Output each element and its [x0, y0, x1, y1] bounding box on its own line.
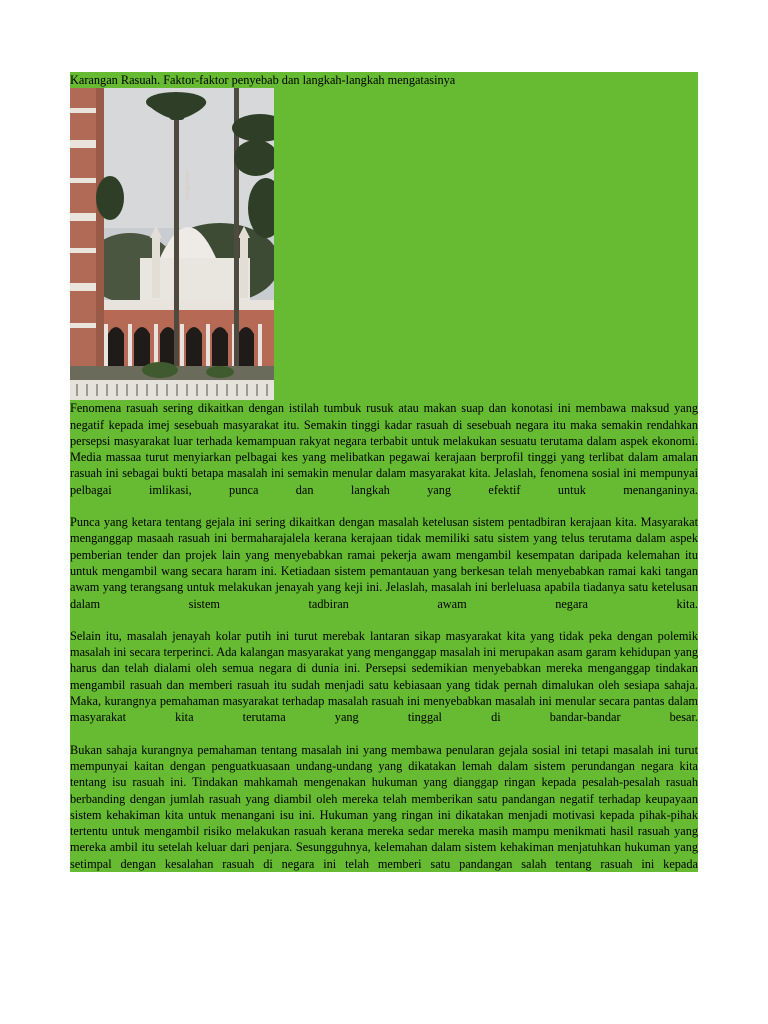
- mosque-photo: [70, 88, 274, 400]
- paragraph: Bukan sahaja kurangnya pemahaman tentang masalah ini yang membawa penularan gejala sosial ini tetapi masalah ini turut mempunyai kaitan dengan penguatkuasaan undang-undang yang dikatakan lemah dalam sistem perundangan negara kita tentang isu rasuah ini. Tindakan mahkamah mengenakan hukuman yang dianggap ringan kepada pesalah-pesalah rasuah berbanding dengan jumlah rasuah yang diambil oleh mereka telah memberikan satu pandangan negatif terhadap keupayaan sistem kehakiman kita untuk menangani isu ini. Hukuman yang ringan ini dikatakan menjadi motivasi kepada pihak-pihak tertentu untuk mengambil risiko melakukan rasuah kerana mereka sedar mereka masih mampu menikmati hasil rasuah yang mereka ambil itu setelah keluar dari penjara. Sesungguhnya, kelemahan dalam sistem kehakiman menjatuhkan hukuman yang setimpal dengan kesalahan rasuah di negara ini telah memberi satu pandangan salah tentang rasuah ini kepada: [70, 742, 698, 871]
- paragraph: Selain itu, masalah jenayah kolar putih ini turut merebak lantaran sikap masyarakat kita yang tidak peka dengan polemik masalah ini secara terperinci. Ada kalangan masyarakat yang menganggap masalah ini merupakan asam garam kehidupan yang harus dan telah dialami oleh semua negara di dunia ini. Persepsi sedemikian menyebabkan mereka menganggap tindakan mengambil rasuah dan memberi rasuah itu sudah menjadi satu kebiasaan yang tidak pernah dimalukan oleh sesiapa sahaja. Maka, kurangnya pemahaman masyarakat terhadap masalah rasuah ini menyebabkan masalah ini menular secara pantas dalam masyarakat kita terutama yang tinggal di bandar-bandar besar.: [70, 628, 698, 725]
- document-title: Karangan Rasuah. Faktor-faktor penyebab dan langkah-langkah mengatasinya: [70, 73, 456, 87]
- paragraph: Punca yang ketara tentang gejala ini sering dikaitkan dengan masalah ketelusan sistem pentadbiran kerajaan kita. Masyarakat menganggap masaah rasuah ini bermaharajalela kerana kerajaan tidak memiliki satu sistem yang telus terutama dalam aspek pemberian tender dan projek lain yang menyebabkan ramai pekerja awam mengambil kesempatan daripada kelemahan itu untuk mengambil wang secara haram ini. Ketiadaan sistem pemantauan yang berkesan telah menyebabkan ramai kaki tangan awam yang terangsang untuk melakukan jenayah yang keji ini. Jelaslah, masalah ini berleluasa apabila tiadanya satu ketelusan dalam sistem tadbiran awam negara kita.: [70, 515, 698, 611]
- paragraph: Fenomena rasuah sering dikaitkan dengan istilah tumbuk rusuk atau makan suap dan konotasi ini membawa maksud yang negatif kepada imej sesebuah masyarakat itu. Semakin tinggi kadar rasuah di sesebuah negara itu maka semakin rendahkan persepsi masyarakat luar terhada kemampuan rakyat negara terbabit untuk melakukan sesuatu terutama dalam aspek ekonomi. Media massaa turut menyiarkan pelbagai kes yang melibatkan pegawai kerajaan berprofil tinggi yang terlibat dalam amalan rasuah ini sebagai bukti betapa masalah ini semakin menular dalam masyarakat kita. Jelaslah, fenomena sosial ini mempunyai pelbagai imlikasi, punca dan langkah yang efektif untuk menanganinya.: [70, 401, 698, 497]
- document-content: [70, 72, 698, 872]
